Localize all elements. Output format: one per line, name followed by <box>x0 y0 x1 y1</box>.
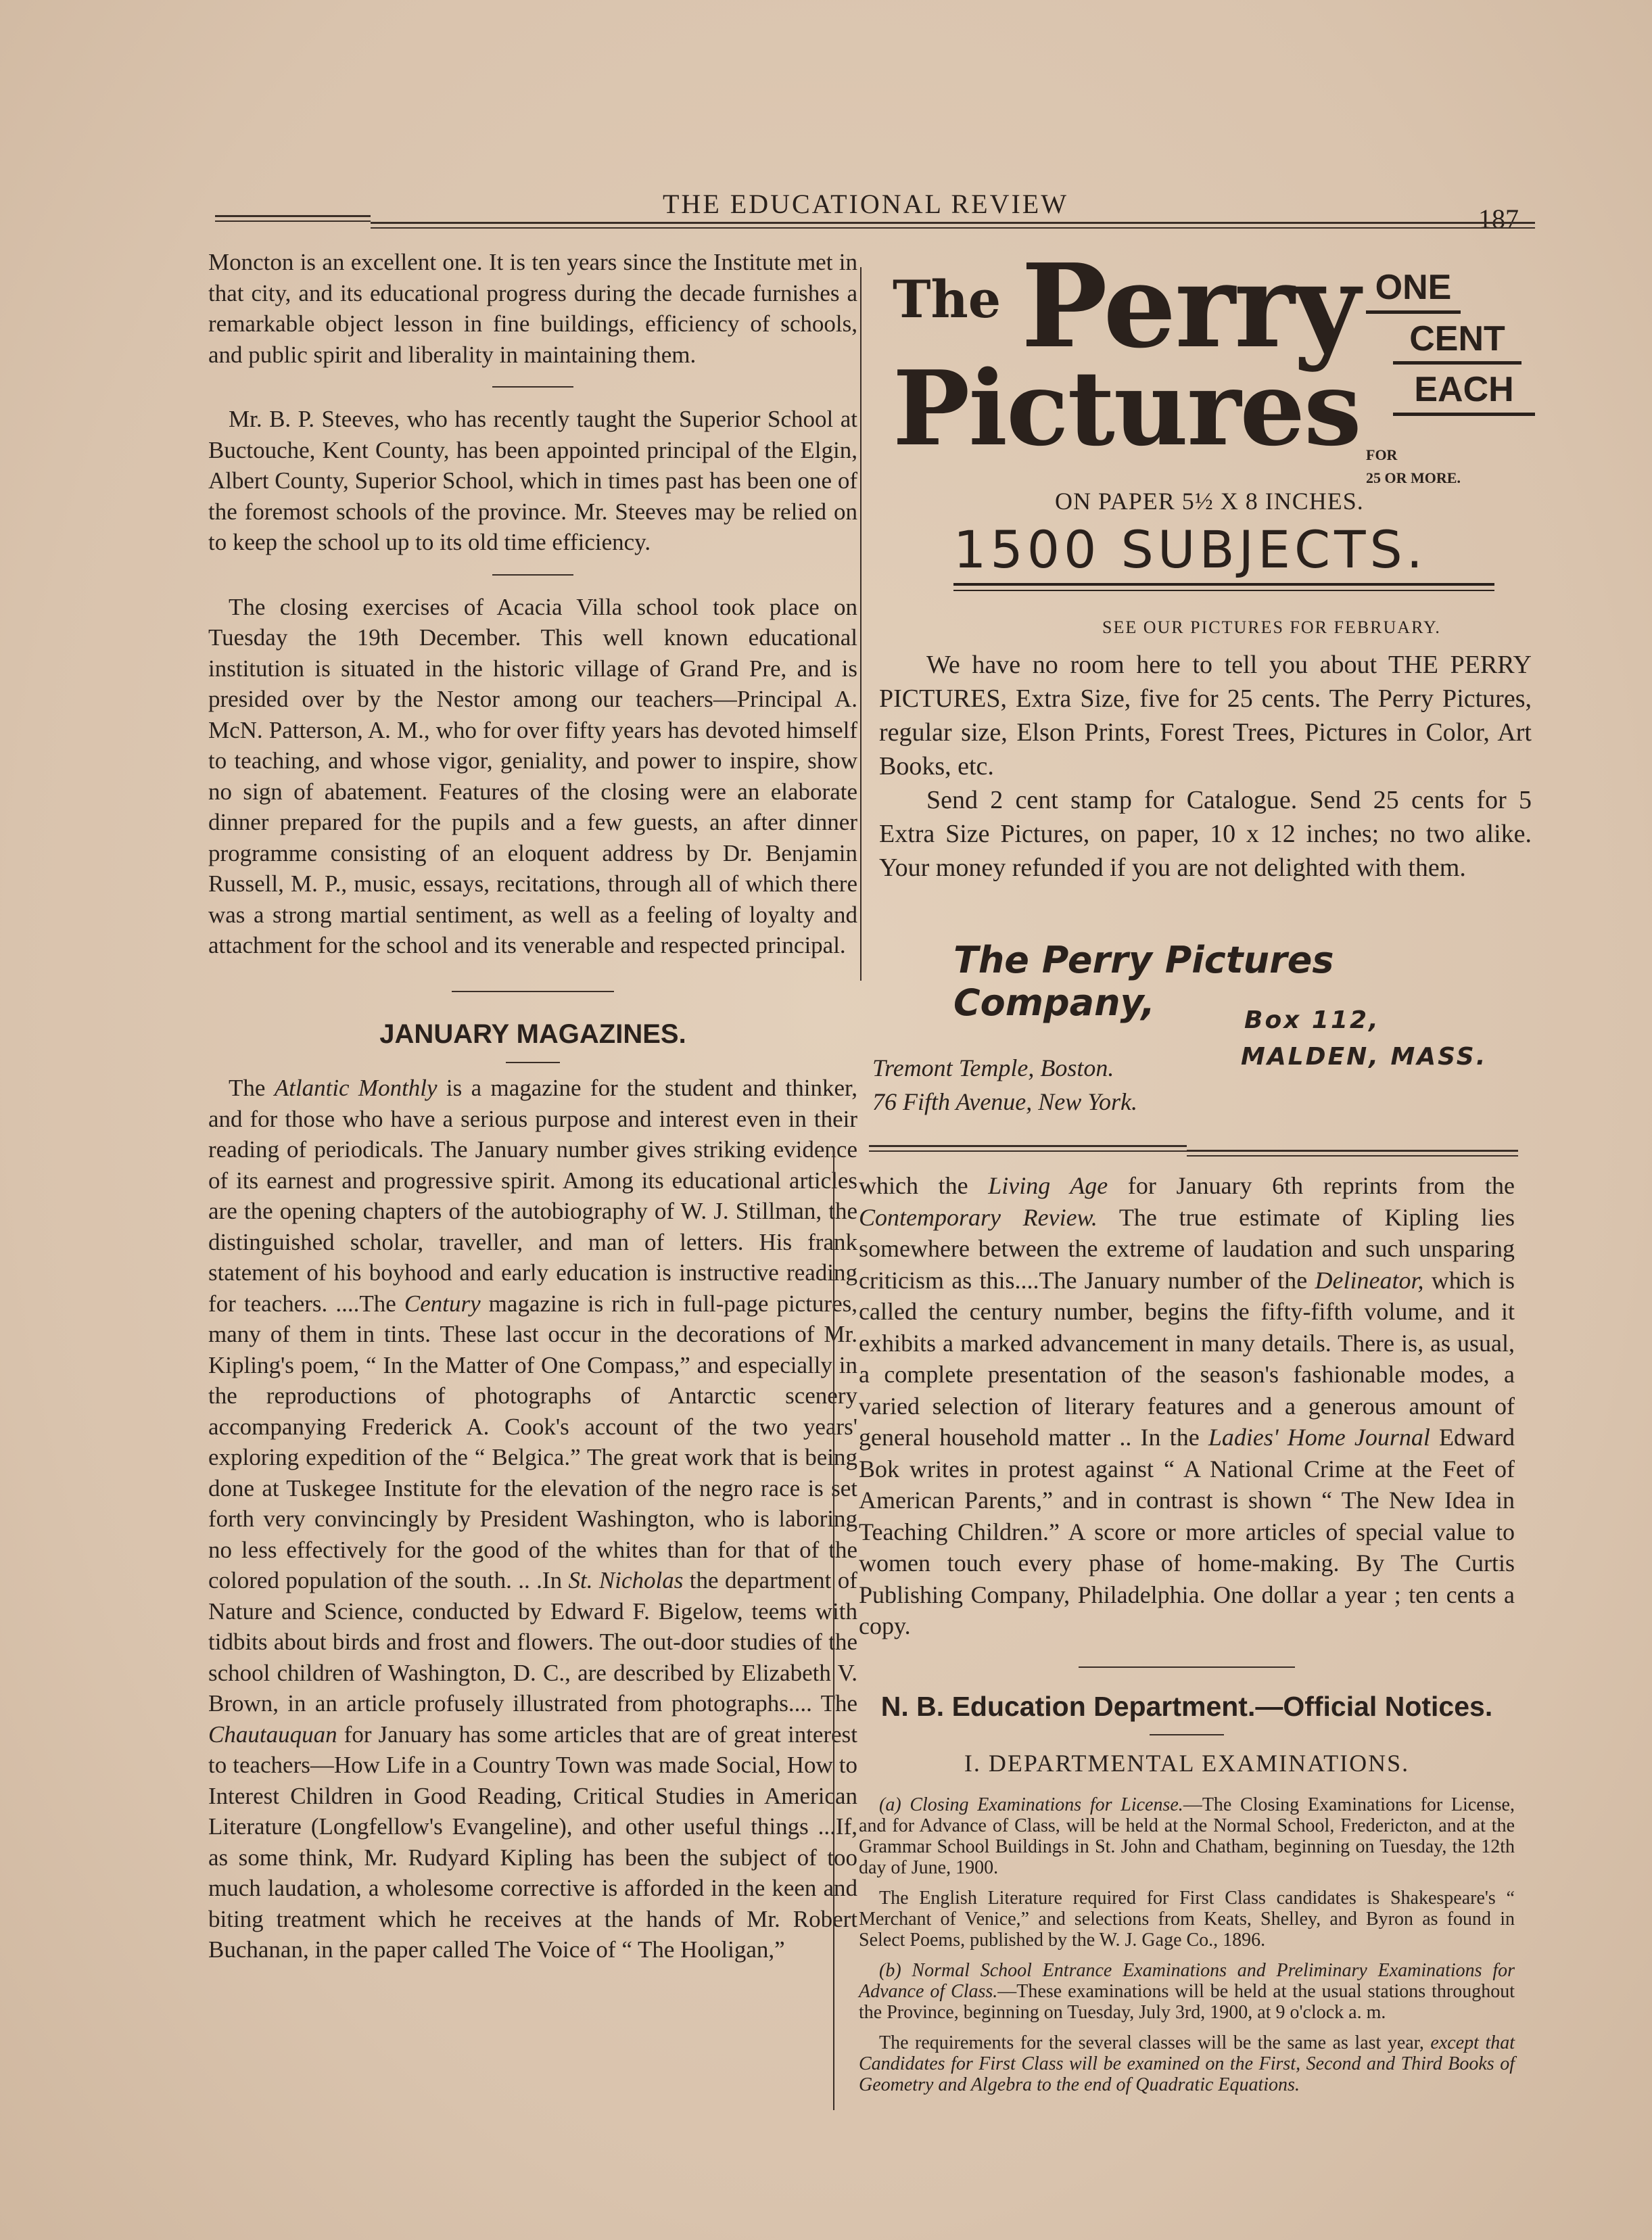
ad-subjects: 1500 SUBJECTS. <box>953 519 1427 580</box>
ad-tremont-address: Tremont Temple, Boston. <box>872 1054 1114 1081</box>
ad-fifth-avenue-address: 76 Fifth Avenue, New York. <box>872 1088 1137 1115</box>
ad-see-pictures: SEE OUR PICTURES FOR FEBRUARY. <box>1102 617 1441 637</box>
column-divider-upper <box>860 267 862 981</box>
kipling-continuation-paragraph: which the Living Age for January 6th reprints from the Contemporary Review. The true estimate of Kipling lies somewhere between the extreme of laudation and such unsparing criticism as this....The January number of the Delineator, which is called the century number, begins the fifty-fifth volume, and it exhibits a marked advancement in many details. There is, as usual, a complete presentation of the season's fashionable modes, a varied selection of literary features and a generous amount of general household matter .. In the Ladies' Home Journal Edward Bok writes in protest against “ A National Crime at the Feet of American Parents,” and in contrast is shown “ The New Idea in Teaching Children.” A score or more articles of special value to women touch every phase of home-making. By The Curtis Publishing Company, Philadelphia. One dollar a year ; ten cents a copy. <box>859 1172 1515 1639</box>
divider <box>506 1062 560 1063</box>
nb-education-heading: N. B. Education Department.—Official Notices. <box>880 1690 1493 1722</box>
header-rule-left <box>215 215 371 222</box>
steeves-paragraph: Mr. B. P. Steeves, who has recently taught the Superior School at Buctouche, Kent County, has been appointed principal of the Elgin, Albert County, Superior School, which in times past has been one of the foremost schools of the province. Mr. Steeves may be relied on to keep the school up to its old time efficiency. <box>208 406 857 555</box>
ad-one: ONE <box>1366 269 1461 314</box>
divider <box>1079 1666 1295 1668</box>
acacia-villa-paragraph: The closing exercises of Acacia Villa school took place on Tuesday the 19th December. This well known educational institution is situated in the historic village of Grand Pre, and is presided over by the Nestor among our teachers—Principal A. McN. Patterson, A. M., who for over fifty years has devoted himself to teaching, and whose vigor, geniality, and power to inspire, show no sign of abatement. Features of the closing were an elaborate dinner prepared for the pupils and a few guests, an after dinner programme consisting of an eloquent address by Dr. Benjamin Russell, M. P., music, essays, recitations, through all of which there was a strong martial sentiment, as well as a feeling of loyalty and attachment for the school and its venerable and respected principal. <box>208 593 857 958</box>
ladies-home-journal: Ladies' Home Journal <box>1208 1424 1430 1451</box>
atlantic-monthly: Atlantic Monthly <box>274 1075 438 1101</box>
official-notices <box>859 1794 1515 2095</box>
ad-pictures: Pictures <box>893 348 1361 469</box>
ad-malden: MALDEN, MASS. <box>1241 1043 1488 1071</box>
page-number: 187 <box>1478 204 1519 234</box>
delineator: Delineator, <box>1315 1266 1424 1294</box>
notice-b: (b) Normal School Entrance Examinations and Preliminary Examinations for Advance of Class.—These examinations will be held at the usual stations throughout the Province, beginning on Tuesday, July 3rd, 1900, at 9 o'clock a. m. <box>859 1959 1515 2023</box>
moncton-paragraph: Moncton is an excellent one. It is ten years since the Institute met in that city, and its educational progress during the decade furnishes a remarkable object lesson in fine buildings, efficiency of schools, and public spirit and liberality in maintaining them. <box>208 249 857 368</box>
ad-body <box>879 648 1532 885</box>
st-nicholas: St. Nicholas <box>568 1567 684 1593</box>
living-age: Living Age <box>988 1172 1108 1199</box>
ad-for: FOR 25 OR MORE. <box>1366 446 1461 486</box>
notice-requirements: The requirements for the several classes will be the same as last year, except that Candidates for First Class will be examined on the First, Second and Third Books of Geometry and Algebra to the end of Quadratic Equations. <box>859 2032 1515 2095</box>
running-head: THE EDUCATIONAL REVIEW <box>663 189 1068 219</box>
notice-english-literature: The English Literature required for First Class candidates is Shakespeare's “ Merchant of Venice,” and selections from Keats, Shelley, and Byron as found in Select Poems, published by the W. J. Gage Co., 1896. <box>859 1887 1515 1951</box>
magazines-paragraph: The Atlantic Monthly is a magazine for the student and thinker, and for those who have a serious purpose and interest even in their reading of periodicals. The January number gives striking evidence of its earnest and progressive spirit. Among its educational articles are the opening chapters of the autobiography of W. J. Stillman, the distinguished scholar, traveller, and man of letters. His frank statement of his boyhood and early education is instructive reading for teachers. ....The Century magazine is rich in full-page pictures, many of them in tints. These last occur in the decorations of Mr. Kipling's poem, “ In the Matter of One Compass,” and especially in the reproductions of photographs of Antarctic scenery accompanying Frederick A. Cook's account of the two years' exploring expedition of the “ Belgica.” The great work that is being done at Tuskegee Institute for the elevation of the negro race is set forth very convincingly by President Washington, who is laboring no less effectively for the good of the whites than for that of the colored population of the south. .. .In St. Nicholas the department of Nature and Science, conducted by Edward F. Bigelow, teems with tidbits about birds and frost and flowers. The out-door studies of the school children of Washington, D. C., are described by Elizabeth V. Brown, in an article profusely illustrated from photographs.... The Chautauquan for January has some articles that are of great interest to teachers—How Life in a Country Town was made Social, How to Interest Children in Good Reading, Critical Studies in American Literature (Longfellow's Evangeline), and other useful things ...If, as some think, Mr. Rudyard Kipling has been the subject of too much laudation, a wholesome corrective is afforded in the keen and biting treatment which he receives at the hands of Mr. Robert Buchanan, in the paper called The Voice of “ The Hooligan,” <box>208 1075 857 1963</box>
notice-a: (a) Closing Examinations for License.—The Closing Examinations for License, and for Advance of Class, will be held at the Normal School, Fredericton, and at the Grammar School Buildings in St. John and Chatham, beginning on Tuesday, the 12th day of June, 1900. <box>859 1794 1515 1878</box>
departmental-examinations-heading: I. DEPARTMENTAL EXAMINATIONS. <box>964 1750 1410 1777</box>
magazines-heading: JANUARY MAGAZINES. <box>379 1019 686 1049</box>
divider <box>1150 1734 1224 1735</box>
century: Century <box>404 1290 481 1317</box>
ad-bottom-rule-right <box>1187 1150 1518 1157</box>
divider <box>452 991 614 992</box>
ad-paper-size: ON PAPER 5½ X 8 INCHES. <box>1055 488 1364 515</box>
ad-price-block <box>1366 268 1535 486</box>
perry-pictures-ad <box>872 239 1535 1148</box>
ad-cent: CENT <box>1393 321 1521 365</box>
ad-box: Box 112, <box>1244 1006 1380 1034</box>
ad-the: The <box>893 269 1001 329</box>
right-column <box>859 1170 1515 2105</box>
divider <box>492 574 573 576</box>
ad-each: EACH <box>1393 371 1535 416</box>
chautauquan: Chautauquan <box>208 1721 337 1748</box>
ad-company: The Perry Pictures Company, <box>953 939 1334 1024</box>
contemporary-review: Contemporary Review. <box>859 1203 1098 1231</box>
ad-subjects-rule <box>953 583 1494 591</box>
left-column <box>208 247 857 1965</box>
ad-bottom-rule-left <box>869 1145 1187 1152</box>
ad-body-para2: Send 2 cent stamp for Catalogue. Send 25 cents for 5 Extra Size Pictures, on paper, 10 x 12 inches; no two alike. Your money refunded if you are not delighted with them. <box>879 786 1532 882</box>
header-rule-right <box>371 222 1535 229</box>
column-divider-lower <box>833 1150 834 2110</box>
divider <box>492 386 573 388</box>
ad-body-para1: We have no room here to tell you about THE PERRY PICTURES, Extra Size, five for 25 cents. The Perry Pictures, regular size, Elson Prints, Forest Trees, Pictures in Color, Art Books, etc. <box>879 651 1532 780</box>
ad-perry: Perry <box>1021 239 1359 374</box>
